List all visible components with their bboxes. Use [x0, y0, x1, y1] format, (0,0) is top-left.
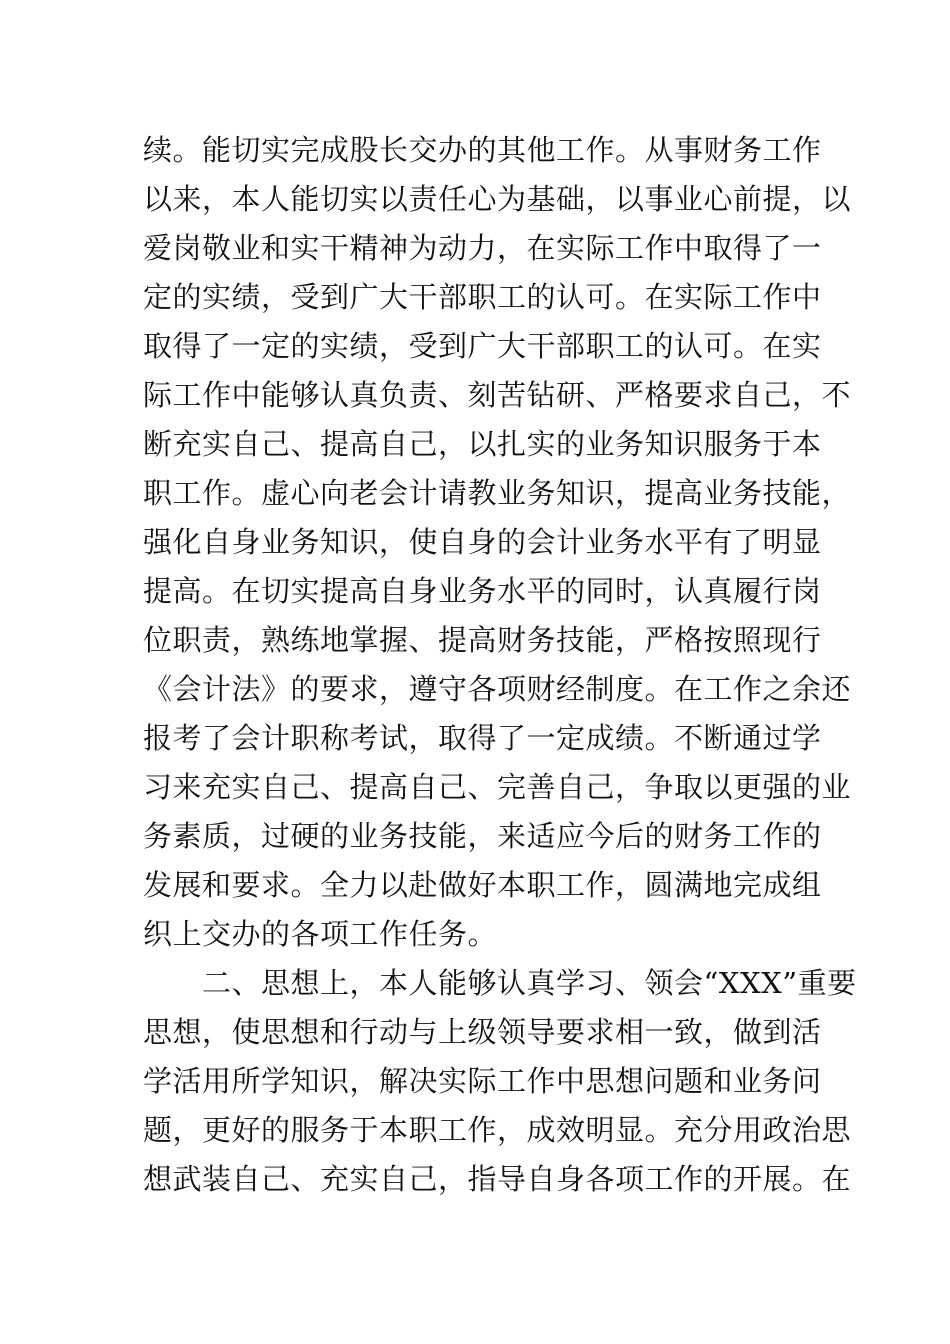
text-line: 报考了会计职称考试，取得了一定成绩。不断通过学 — [143, 721, 822, 755]
text-line: 想武装自己、充实自己，指导自身各项工作的开展。在 — [143, 1162, 852, 1196]
text-line: 际工作中能够认真负责、刻苦钻研、严格要求自己，不 — [143, 378, 852, 412]
text-line: 以来，本人能切实以责任心为基础，以事业心前提，以 — [143, 182, 852, 216]
text-line: 定的实绩，受到广大干部职工的认可。在实际工作中 — [143, 280, 822, 314]
text-line: 织上交办的各项工作任务。 — [143, 917, 498, 951]
text-line: 续。能切实完成股长交办的其他工作。从事财务工作 — [143, 133, 822, 167]
text-line: 《会计法》的要求，遵守各项财经制度。在工作之余还 — [143, 672, 852, 706]
text-line: 思想，使思想和行动与上级领导要求相一致，做到活 — [143, 1015, 822, 1049]
text-line: 强化自身业务知识，使自身的会计业务水平有了明显 — [143, 525, 822, 559]
text-line: 习来充实自己、提高自己、完善自己，争取以更强的业 — [143, 770, 852, 804]
text-line: 取得了一定的实绩，受到广大干部职工的认可。在实 — [143, 329, 822, 363]
document-body — [143, 126, 857, 1204]
text-line: 提高。在切实提高自身业务水平的同时，认真履行岗 — [143, 574, 822, 608]
text-line: 题，更好的服务于本职工作，成效明显。充分用政治思 — [143, 1113, 852, 1147]
text-line: 务素质，过硬的业务技能，来适应今后的财务工作的 — [143, 819, 822, 853]
text-line: 发展和要求。全力以赴做好本职工作，圆满地完成组 — [143, 868, 822, 902]
paragraph-first-line: 二、思想上，本人能够认真学习、领会“XXX”重要 — [143, 966, 857, 1000]
text-line: 断充实自己、提高自己，以扎实的业务知识服务于本 — [143, 427, 822, 461]
text-line: 职工作。虚心向老会计请教业务知识，提高业务技能， — [143, 476, 852, 510]
text-line: 学活用所学知识，解决实际工作中思想问题和业务问 — [143, 1064, 822, 1098]
text-line: 爱岗敬业和实干精神为动力，在实际工作中取得了一 — [143, 231, 822, 265]
text-line: 位职责，熟练地掌握、提高财务技能，严格按照现行 — [143, 623, 822, 657]
